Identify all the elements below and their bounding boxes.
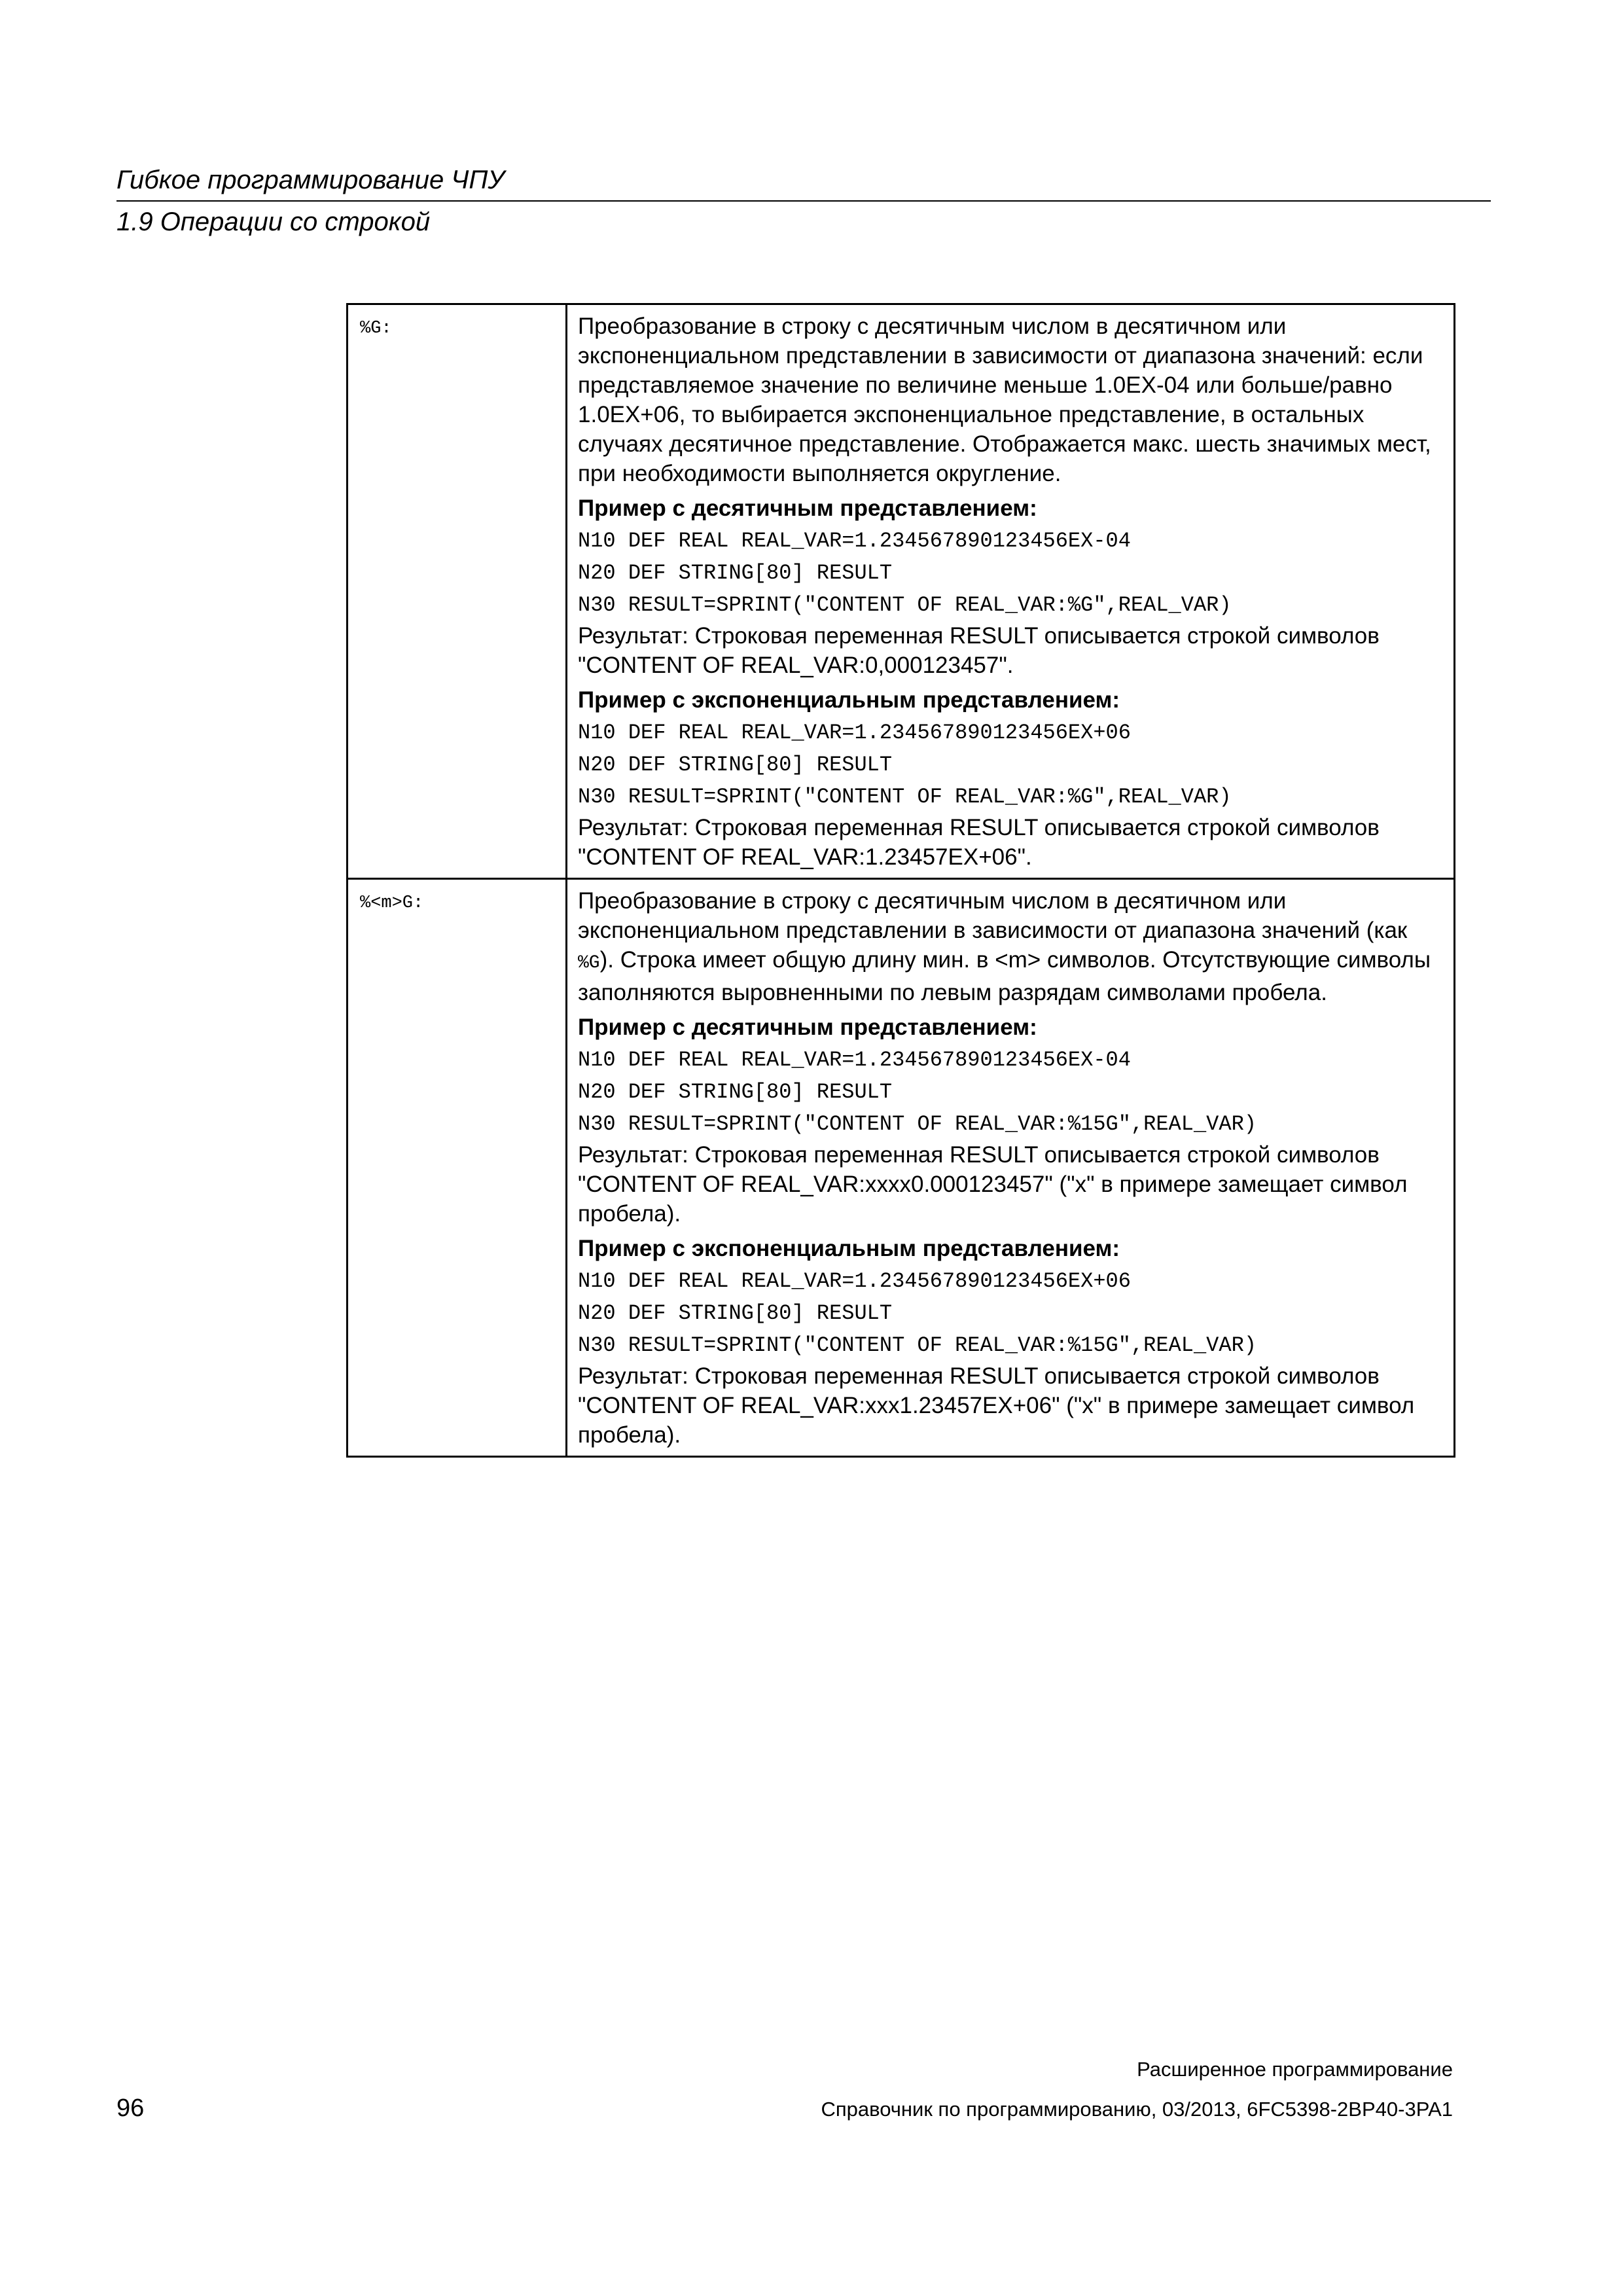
footer-document-title: Расширенное программирование bbox=[1137, 2058, 1453, 2081]
code-line: N20 DEF STRING[80] RESULT bbox=[578, 1301, 893, 1325]
code-line: N20 DEF STRING[80] RESULT bbox=[578, 561, 893, 585]
format-specifier-mg: %<m>G: bbox=[348, 879, 567, 1457]
code-line: N20 DEF STRING[80] RESULT bbox=[578, 753, 893, 777]
example-heading: Пример с экспоненциальным представлением: bbox=[578, 687, 1120, 713]
result-text: Результат: Строковая переменная RESULT описывается строкой символов "CONTENT OF REAL_VAR:xxxx0.000123457" ("x" в примере замещает символ пробела). bbox=[578, 1142, 1408, 1227]
description-text bbox=[578, 886, 1440, 1007]
header-divider bbox=[116, 200, 1491, 202]
code-line: N20 DEF STRING[80] RESULT bbox=[578, 1080, 893, 1104]
code-line: N10 DEF REAL REAL_VAR=1.234567890123456EX-04 bbox=[578, 529, 1131, 553]
format-spec-table bbox=[346, 303, 1455, 1458]
inline-code: %G bbox=[578, 953, 600, 973]
code-line: N30 RESULT=SPRINT("CONTENT OF REAL_VAR:%15G",REAL_VAR) bbox=[578, 1333, 1257, 1357]
format-description-mg bbox=[567, 879, 1455, 1457]
code-line: N30 RESULT=SPRINT("CONTENT OF REAL_VAR:%G",REAL_VAR) bbox=[578, 785, 1232, 809]
code-line: N10 DEF REAL REAL_VAR=1.234567890123456EX+06 bbox=[578, 1269, 1131, 1293]
example-heading: Пример с десятичным представлением: bbox=[578, 1014, 1037, 1040]
page-number: 96 bbox=[116, 2094, 145, 2122]
description-part: ). Строка имеет общую длину мин. в <m> символов. Отсутствующие символы заполняются выровненными по левым разрядам символами пробела. bbox=[578, 947, 1431, 1005]
description-part: Преобразование в строку с десятичным числом в десятичном или экспоненциальном представлении в зависимости от диапазона значений (как bbox=[578, 888, 1408, 943]
format-description-g bbox=[567, 304, 1455, 879]
example-heading: Пример с десятичным представлением: bbox=[578, 495, 1037, 521]
format-specifier-g: %G: bbox=[348, 304, 567, 879]
description-text: Преобразование в строку с десятичным числом в десятичном или экспоненциальном представлении в зависимости от диапазона значений: если представляемое значение по величине меньше 1.0EX-04 или больше/равно 1.0EX+06, то выбирается экспоненциальное представление, в остальных случаях десятичное представление. Отображается макс. шесть значимых мест, при необходимости выполняется округление. bbox=[578, 314, 1431, 486]
result-text: Результат: Строковая переменная RESULT описывается строкой символов "CONTENT OF REAL_VAR:0,000123457". bbox=[578, 623, 1380, 678]
result-text: Результат: Строковая переменная RESULT описывается строкой символов "CONTENT OF REAL_VAR:xxx1.23457EX+06" ("x" в примере замещает символ пробела). bbox=[578, 1363, 1415, 1448]
code-line: N10 DEF REAL REAL_VAR=1.234567890123456EX+06 bbox=[578, 721, 1131, 745]
result-text: Результат: Строковая переменная RESULT описывается строкой символов "CONTENT OF REAL_VAR:1.23457EX+06". bbox=[578, 815, 1380, 870]
code-line: N10 DEF REAL REAL_VAR=1.234567890123456EX-04 bbox=[578, 1048, 1131, 1072]
table-row bbox=[348, 879, 1455, 1457]
example-heading: Пример с экспоненциальным представлением: bbox=[578, 1236, 1120, 1261]
page-header-section: 1.9 Операции со строкой bbox=[116, 207, 431, 236]
code-line: N30 RESULT=SPRINT("CONTENT OF REAL_VAR:%G",REAL_VAR) bbox=[578, 593, 1232, 617]
code-line: N30 RESULT=SPRINT("CONTENT OF REAL_VAR:%15G",REAL_VAR) bbox=[578, 1112, 1257, 1136]
page-header-title: Гибкое программирование ЧПУ bbox=[116, 166, 505, 194]
table-row bbox=[348, 304, 1455, 879]
footer-document-reference: Справочник по программированию, 03/2013, 6FC5398-2BP40-3PA1 bbox=[821, 2098, 1453, 2121]
